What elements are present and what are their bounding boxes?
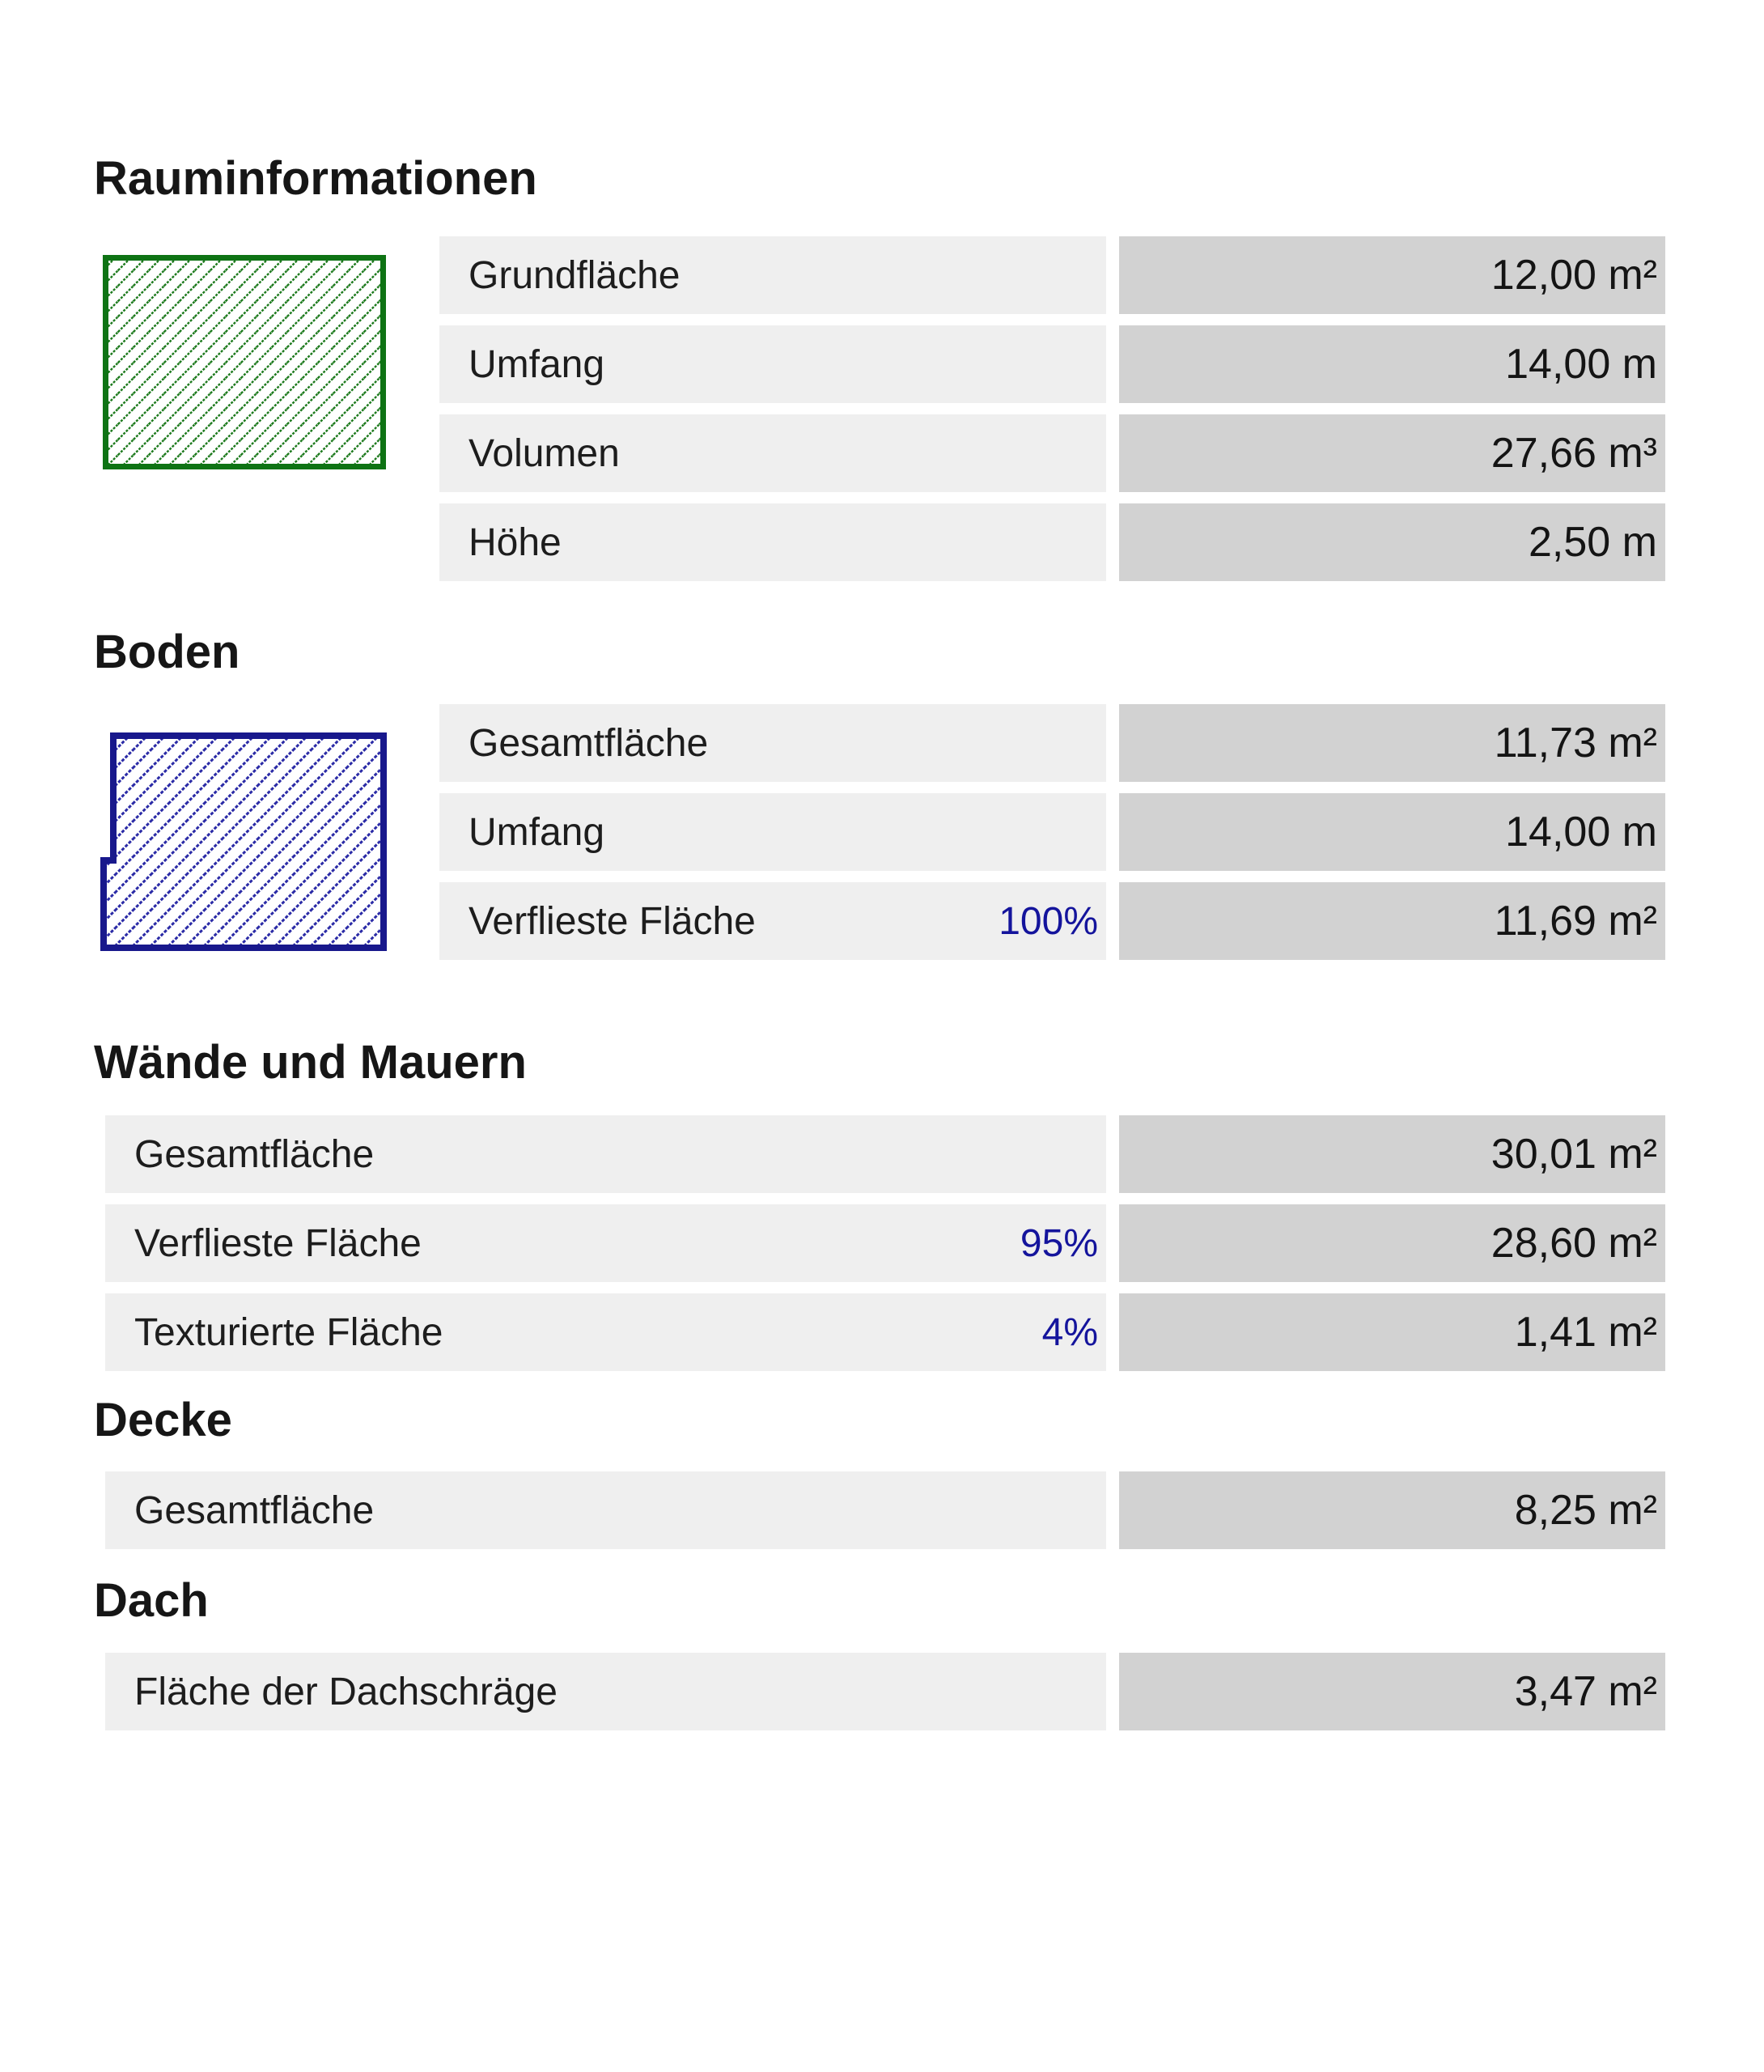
row-label: Texturierte Fläche (134, 1310, 443, 1354)
row-label: Fläche der Dachschräge (134, 1670, 558, 1713)
section-title-rauminformationen: Rauminformationen (94, 152, 537, 205)
info-row-volumen (439, 414, 1665, 492)
row-label: Grundfläche (469, 253, 681, 297)
section-title-boden: Boden (94, 626, 240, 678)
section-title-waende-und-mauern: Wände und Mauern (94, 1036, 527, 1089)
row-value-cell (1119, 1115, 1665, 1193)
row-value-cell (1119, 704, 1665, 782)
info-row-gesamtflaeche (439, 704, 1665, 782)
row-label-cell (439, 414, 1106, 492)
row-label: Gesamtfläche (469, 721, 709, 765)
info-row-grundflaeche (439, 236, 1665, 314)
row-percent: 95% (1020, 1221, 1098, 1265)
row-label-cell (439, 882, 1106, 960)
row-label: Volumen (469, 431, 620, 475)
row-label: Höhe (469, 520, 562, 564)
row-value: 8,25 m² (1514, 1487, 1657, 1534)
row-value: 28,60 m² (1490, 1220, 1657, 1267)
row-value-cell (1119, 503, 1665, 581)
row-value: 14,00 m (1505, 809, 1657, 856)
row-label: Verflieste Fläche (469, 899, 756, 943)
green-hatched-room-shape-icon (103, 255, 386, 469)
row-value-cell (1119, 793, 1665, 871)
info-row-hoehe (439, 503, 1665, 581)
row-label-cell (439, 236, 1106, 314)
row-label-cell (105, 1293, 1106, 1371)
row-value-cell (1119, 1471, 1665, 1549)
row-percent: 100% (999, 899, 1098, 943)
row-label-cell (105, 1653, 1106, 1730)
blue-hatched-floor-shape-icon (97, 732, 387, 952)
row-label-cell (439, 503, 1106, 581)
row-label: Umfang (469, 810, 605, 854)
row-value-cell (1119, 1293, 1665, 1371)
section-title-decke: Decke (94, 1394, 232, 1446)
info-row-umfang (439, 793, 1665, 871)
row-label-cell (439, 325, 1106, 403)
info-row-gesamtflaeche (105, 1115, 1665, 1193)
info-row-umfang (439, 325, 1665, 403)
row-value: 27,66 m³ (1490, 430, 1657, 477)
info-row-texturierte-flaeche (105, 1293, 1665, 1371)
info-row-gesamtflaeche (105, 1471, 1665, 1549)
row-value: 11,69 m² (1494, 898, 1657, 945)
row-value: 11,73 m² (1494, 720, 1657, 766)
row-value-cell (1119, 236, 1665, 314)
row-label-cell (105, 1471, 1106, 1549)
row-value: 30,01 m² (1490, 1131, 1657, 1178)
info-row-verflieste-flaeche (439, 882, 1665, 960)
row-label-cell (439, 793, 1106, 871)
row-value-cell (1119, 882, 1665, 960)
row-value-cell (1119, 325, 1665, 403)
row-percent: 4% (1041, 1310, 1098, 1354)
info-row-verflieste-flaeche (105, 1204, 1665, 1282)
row-value: 3,47 m² (1514, 1668, 1657, 1715)
info-row-dachschraege (105, 1653, 1665, 1730)
section-title-dach: Dach (94, 1574, 209, 1627)
row-value: 1,41 m² (1514, 1309, 1657, 1356)
row-value-cell (1119, 1204, 1665, 1282)
row-value: 2,50 m (1529, 519, 1657, 566)
row-label: Verflieste Fläche (134, 1221, 422, 1265)
row-value-cell (1119, 1653, 1665, 1730)
row-label: Gesamtfläche (134, 1488, 375, 1532)
row-label: Gesamtfläche (134, 1132, 375, 1176)
row-value: 14,00 m (1505, 341, 1657, 388)
row-label-cell (439, 704, 1106, 782)
row-label-cell (105, 1204, 1106, 1282)
row-value-cell (1119, 414, 1665, 492)
row-value: 12,00 m² (1490, 252, 1657, 299)
row-label-cell (105, 1115, 1106, 1193)
row-label: Umfang (469, 342, 605, 386)
